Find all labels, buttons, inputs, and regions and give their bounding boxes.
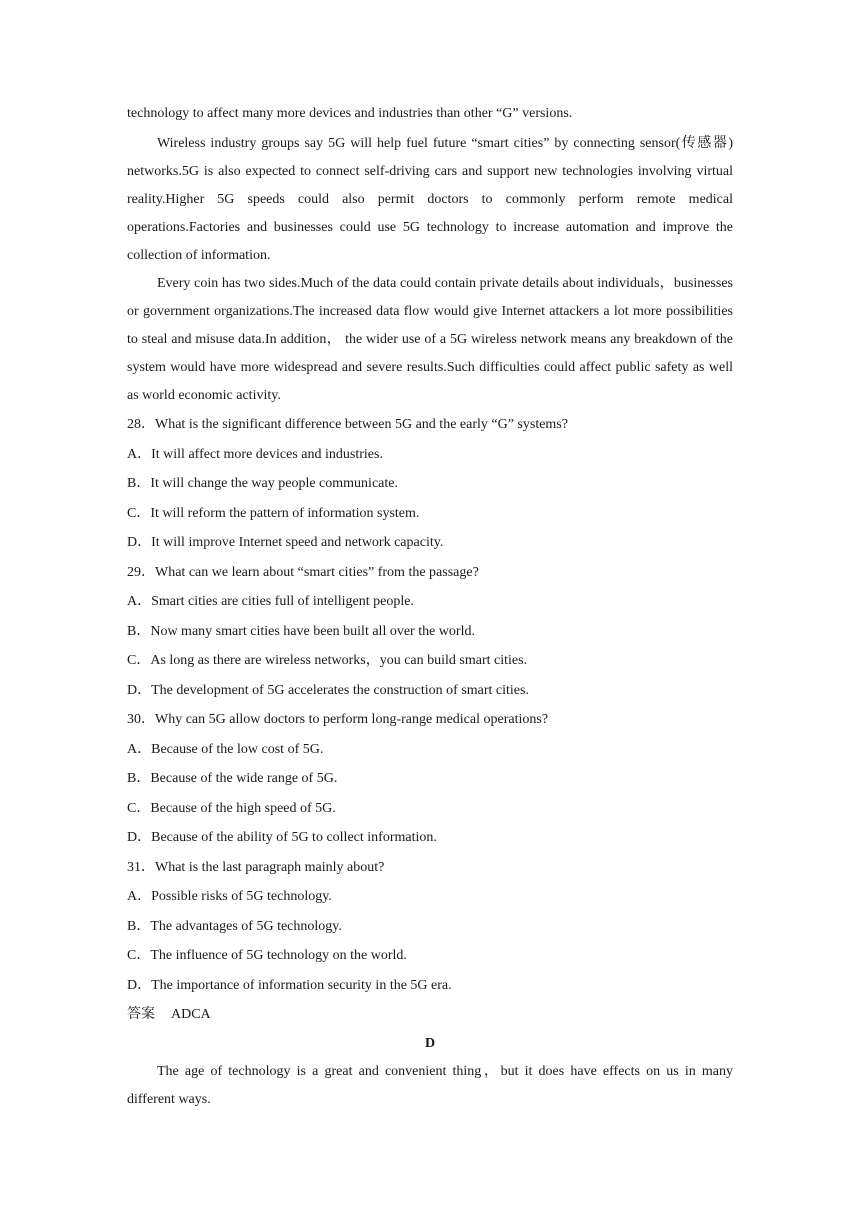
option-c: C．As long as there are wireless networks，you can build smart cities. <box>127 653 528 668</box>
section-heading: D <box>424 1035 436 1051</box>
option-c: C．The influence of 5G technology on the world. <box>127 948 407 963</box>
option-a: A．It will affect more devices and industries. <box>127 446 383 462</box>
question-31 <box>127 853 733 1001</box>
passage-paragraph-1: technology to affect many more devices and industries than other “G” versions. <box>127 106 573 121</box>
passage-paragraph-3: Every coin has two sides.Much of the data could contain private details about individuals，businesses or government organizations.The increased data flow would give Internet attackers a lot more possibilities to steal and misuse data.In addition， the wider use of a 5G wireless network means any breakdown of the system would have more widespread and severe results.Such difficulties could affect public safety as well as world economic activity. <box>127 276 733 403</box>
question-stem: 29．What can we learn about “smart cities” from the passage? <box>127 564 479 580</box>
option-b: B．It will change the way people communicate. <box>127 476 398 491</box>
passage-paragraph-2: Wireless industry groups say 5G will help fuel future “smart cities” by connecting sensor(传感器) networks.5G is also expected to connect self-driving cars and support new technologies involving virtual reality.Higher 5G speeds could also permit doctors to commonly perform remote medical operations.Factories and businesses could use 5G technology to increase automation and improve the collection of information. <box>127 136 733 263</box>
option-b: B．Now many smart cities have been built all over the world. <box>127 623 475 639</box>
document-page <box>127 100 733 1114</box>
option-a: A．Because of the low cost of 5G. <box>127 741 324 757</box>
question-stem: 31．What is the last paragraph mainly about? <box>127 859 385 875</box>
option-d: D．Because of the ability of 5G to collect information. <box>127 830 437 845</box>
question-28 <box>127 410 733 558</box>
option-b: B．The advantages of 5G technology. <box>127 918 342 934</box>
option-a: A．Smart cities are cities full of intelligent people. <box>127 594 414 609</box>
option-b: B．Because of the wide range of 5G. <box>127 771 338 786</box>
answer-label: 答案 <box>127 1007 155 1022</box>
question-29 <box>127 558 733 706</box>
option-d: D．The development of 5G accelerates the construction of smart cities. <box>127 682 529 698</box>
option-d: D．The importance of information security in the 5G era. <box>127 977 452 993</box>
question-stem: 30．Why can 5G allow doctors to perform long-range medical operations? <box>127 712 549 727</box>
option-c: C．It will reform the pattern of information system. <box>127 505 420 521</box>
option-c: C．Because of the high speed of 5G. <box>127 800 336 816</box>
option-a: A．Possible risks of 5G technology. <box>127 889 332 904</box>
section-d-intro: The age of technology is a great and convenient thing，but it does have effects on us in many different ways. <box>127 1063 733 1107</box>
answer-line <box>127 1000 733 1030</box>
question-30 <box>127 705 733 853</box>
option-d: D．It will improve Internet speed and network capacity. <box>127 535 444 550</box>
question-stem: 28．What is the significant difference between 5G and the early “G” systems? <box>127 417 568 432</box>
answer-value: ADCA <box>171 1007 211 1022</box>
